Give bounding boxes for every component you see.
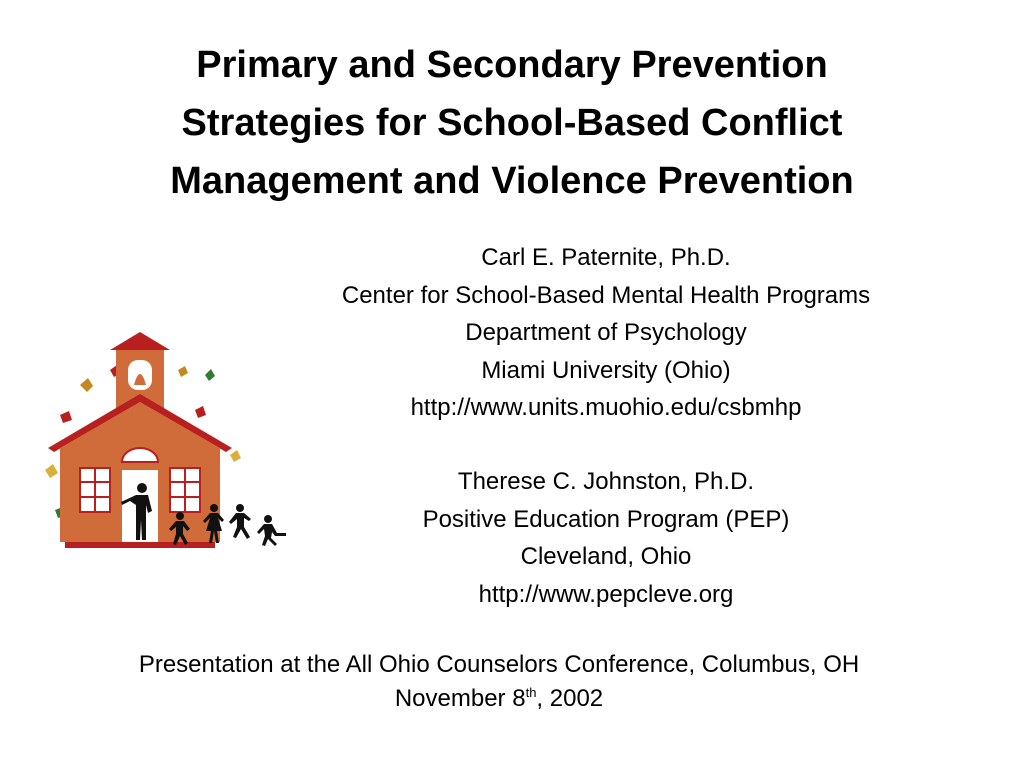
author-1-block (250, 239, 962, 427)
author-1-url[interactable]: http://www.units.muohio.edu/csbmhp (410, 394, 802, 421)
author-1-name: Carl E. Paternite, Ph.D. (481, 244, 731, 271)
author-2-block (306, 463, 906, 613)
author-2-url[interactable]: http://www.pepcleve.org (478, 580, 734, 608)
tower-roof (110, 332, 170, 350)
date-suffix: , 2002 (536, 685, 604, 712)
title-line: Management and Violence Prevention (170, 160, 854, 202)
presentation-footer (40, 648, 958, 716)
author-2-program: Positive Education Program (PEP) (422, 505, 790, 533)
title-line: Strategies for School-Based Conflict (181, 102, 843, 144)
author-1-university: Miami University (Ohio) (481, 356, 731, 384)
author-2-name: Therese C. Johnston, Ph.D. (457, 468, 755, 495)
author-1-department: Department of Psychology (465, 319, 747, 346)
gable (60, 402, 220, 448)
school-base (65, 542, 215, 548)
author-2-location: Cleveland, Ohio (520, 543, 692, 570)
title-line: Primary and Secondary Prevention (196, 44, 828, 86)
window-left (80, 468, 110, 512)
schoolhouse-illustration-icon (30, 330, 295, 555)
conference-line: Presentation at the All Ohio Counselors Conference, Columbus, OH (138, 651, 860, 678)
date-prefix: November 8 (394, 685, 526, 712)
date-line (40, 682, 958, 716)
window-right (170, 468, 200, 512)
date-ordinal: th (525, 685, 537, 700)
slide-title (40, 36, 984, 210)
author-1-center: Center for School-Based Mental Health Programs (341, 281, 871, 309)
